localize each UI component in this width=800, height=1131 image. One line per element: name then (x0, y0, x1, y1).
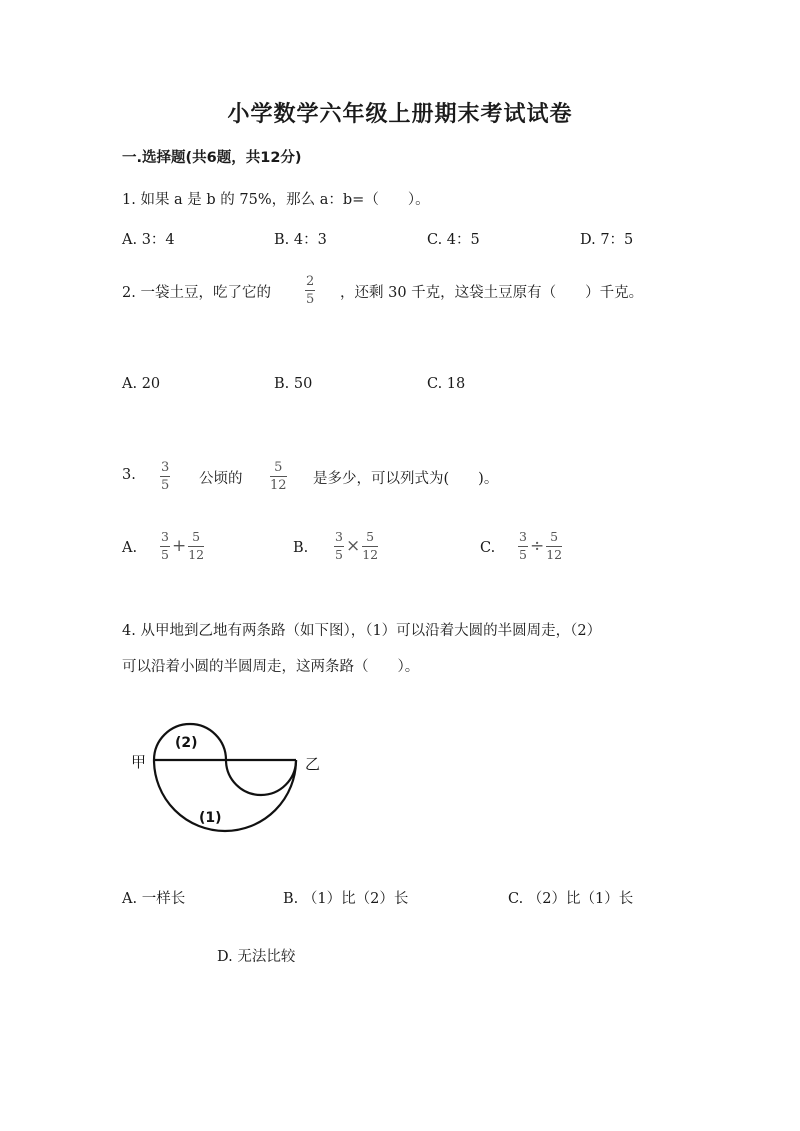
q1-option-b: B. 4：3 (274, 232, 327, 248)
large-semicircle-path (154, 760, 296, 831)
fraction-denominator: 5 (306, 292, 315, 307)
fraction (362, 531, 378, 561)
label-path-1: (1) (199, 810, 222, 826)
fraction-denominator: 5 (161, 546, 169, 562)
q1-option-c: C. 4：5 (427, 232, 480, 248)
q4-option-d: D. 无法比较 (217, 949, 296, 965)
fraction (546, 531, 562, 561)
q2-fraction (305, 275, 315, 306)
semicircle-paths-figure (125, 710, 330, 845)
section-heading: 一.选择题(共6题，共12分) (122, 150, 302, 166)
fraction-numerator: 5 (188, 531, 204, 547)
q3-option-a-label: A. (122, 540, 138, 556)
label-yi: 乙 (305, 755, 321, 773)
question-3-label: 3. (122, 467, 136, 483)
question-3-suffix: 是多少，可以列式为( )。 (313, 471, 499, 487)
question-4-line-2: 可以沿着小圆的半圆周走，这两条路（ ）。 (122, 659, 420, 675)
fraction-numerator: 5 (546, 531, 562, 547)
operator: × (345, 536, 361, 556)
fraction (188, 531, 204, 561)
fraction-denominator: 5 (519, 546, 527, 562)
q3-option-c-label: C. (480, 540, 496, 556)
fraction-numerator: 5 (270, 461, 287, 477)
operator: ÷ (529, 536, 545, 556)
fraction-denominator: 5 (335, 546, 343, 562)
question-2-suffix: ，还剩 30 千克，这袋土豆原有（ ）千克。 (340, 285, 644, 301)
fraction (160, 531, 170, 561)
fraction-denominator: 5 (161, 478, 170, 493)
fraction-denominator: 12 (362, 546, 379, 562)
q3-option-a-expression (160, 531, 204, 561)
fraction-numerator: 3 (334, 531, 344, 547)
q3-fraction-1 (160, 461, 170, 492)
fraction-numerator: 3 (161, 460, 170, 475)
fraction-numerator: 2 (306, 274, 315, 289)
q2-option-b: B. 50 (274, 376, 313, 392)
question-1-text: 1. 如果 a 是 b 的 75%，那么 a：b=（ ）。 (122, 192, 430, 208)
label-path-2: (2) (175, 735, 198, 751)
q1-option-d: D. 7：5 (580, 232, 634, 248)
small-semicircle-lower (226, 760, 296, 795)
q4-option-a: A. 一样长 (122, 891, 186, 907)
q3-option-b-expression (334, 531, 378, 561)
operator: + (171, 536, 187, 556)
q2-option-a: A. 20 (122, 376, 161, 392)
page-title: 小学数学六年级上册期末考试试卷 (227, 102, 573, 127)
q3-option-c-expression (518, 531, 562, 561)
fraction (518, 531, 528, 561)
question-4-line-1: 4. 从甲地到乙地有两条路（如下图），（1）可以沿着大圆的半圆周走，（2） (122, 623, 602, 639)
q3-fraction-2 (270, 461, 287, 492)
fraction-numerator: 3 (160, 531, 170, 547)
fraction-numerator: 3 (518, 531, 528, 547)
q4-option-c: C. （2）比（1）长 (508, 891, 634, 907)
q1-option-a: A. 3：4 (122, 232, 175, 248)
q3-option-b-label: B. (293, 540, 309, 556)
label-jia: 甲 (131, 753, 147, 771)
fraction-denominator: 12 (270, 478, 287, 493)
q2-option-c: C. 18 (427, 376, 466, 392)
question-2-prefix: 2. 一袋土豆，吃了它的 (122, 285, 271, 301)
fraction-denominator: 12 (546, 546, 563, 562)
fraction (334, 531, 344, 561)
question-3-mid: 公顷的 (199, 471, 243, 487)
fraction-denominator: 12 (188, 546, 205, 562)
q4-option-b: B. （1）比（2）长 (283, 891, 409, 907)
fraction-numerator: 5 (362, 531, 378, 547)
